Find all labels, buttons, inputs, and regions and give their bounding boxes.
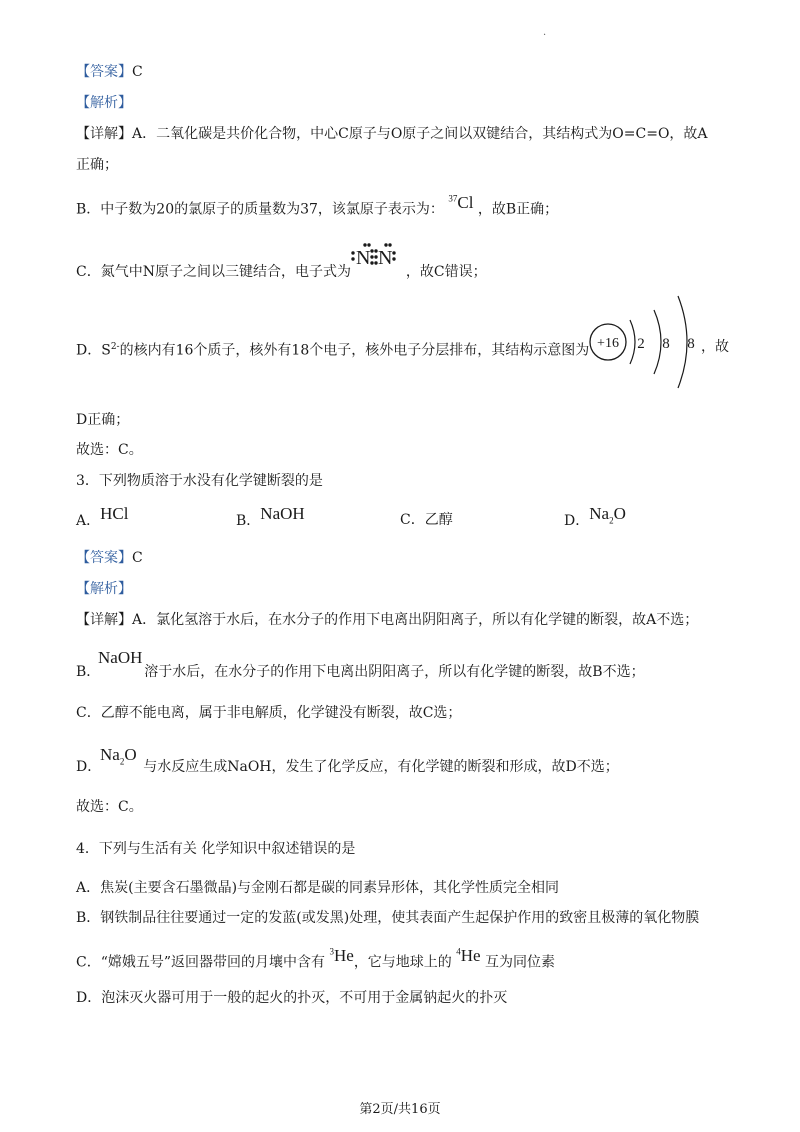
option-text: 乙醇 — [424, 512, 453, 528]
option-letter: C． — [400, 512, 425, 528]
q3-answer — [76, 548, 143, 568]
helium-3-isotope — [329, 946, 353, 965]
option-letter: B． — [236, 513, 261, 529]
formula-tail: O — [124, 745, 137, 764]
option-letter: D． — [564, 513, 590, 529]
q2-detail-c — [76, 256, 487, 282]
detail-d-text: 与水反应生成NaOH，发生了化学反应，有化学键的断裂和形成，故D不选； — [143, 759, 619, 775]
detail-letter: D． — [76, 759, 102, 775]
shell-2-count: 8 — [662, 336, 670, 352]
option-c-text: C．“嫦娥五号”返回器带回的月壤中含有 — [76, 954, 326, 971]
formula-main: Na — [100, 745, 120, 764]
answer-label: 【答案】 — [76, 64, 132, 80]
q2-detail-b — [76, 194, 558, 220]
q2-detail-d-line2: D正确； — [76, 412, 130, 428]
option-c-mid: ，它与地球上的 — [353, 954, 452, 971]
option-c-end: 互为同位素 — [485, 954, 556, 971]
answer-label: 【答案】 — [76, 550, 132, 566]
q3-detail-c: C．乙醇不能电离，属于非电解质，化学键没有断裂，故C选； — [76, 705, 462, 721]
detail-b-text: B．中子数为20的氯原子的质量数为37，该氯原子表示为： — [76, 201, 444, 218]
he-symbol: He — [333, 945, 354, 965]
formula-tail: O — [613, 504, 626, 523]
formula-subscript: 2 — [609, 515, 614, 526]
page-footer: 第2页/共16页 — [359, 1102, 441, 1117]
q3-option-a — [76, 504, 129, 531]
nucleus-label: +16 — [597, 336, 619, 351]
na2o-formula — [100, 745, 137, 771]
q3-detail-b — [76, 662, 645, 682]
formula-subscript: 2 — [119, 756, 125, 767]
q2-detail-d — [76, 337, 589, 361]
answer-value: C — [132, 550, 143, 566]
chlorine-isotope — [448, 193, 473, 212]
q3-option-c — [400, 510, 453, 530]
detail-d-mid: 的核内有16个质子，核外有18个电子，核外电子分层排布，其结构示意图为 — [119, 342, 590, 359]
q2-detail-a-line1: 【详解】A．二氧化碳是共价化合物，中心C原子与O原子之间以双键结合，其结构式为O=C=O，故A — [76, 126, 708, 142]
q4-option-a: A．焦炭(主要含石墨微晶)与金刚石都是碳的同素异形体，其化学性质完全相同 — [76, 880, 560, 896]
q2-conclusion: 故选：C。 — [76, 442, 143, 458]
nitrogen-electron-formula — [350, 242, 400, 272]
q3-conclusion: 故选：C。 — [76, 799, 143, 815]
q4-option-d: D．泡沫灭火器可用于一般的起火的扑灭，不可用于金属钠起火的扑灭 — [76, 990, 508, 1006]
q4-option-c — [76, 947, 555, 973]
q3-stem: 3．下列物质溶于水没有化学键断裂的是 — [76, 473, 323, 489]
q4-stem: 4．下列与生活有关 化学知识中叙述错误的是 — [76, 841, 356, 857]
svg-text:N: N — [378, 247, 393, 269]
helium-4-isotope — [456, 946, 480, 965]
he3-mass-number: 3 — [329, 946, 334, 956]
detail-b-end: ，故B正确； — [477, 201, 559, 218]
q3-analysis-label: 【解析】 — [76, 581, 132, 597]
q4-option-b: B．钢铁制品往往要通过一定的发蓝(或发黑)处理，使其表面产生起保护作用的致密且极薄的氧化物膜 — [76, 910, 700, 926]
sulfide-ion-structure-diagram — [588, 292, 698, 392]
he-symbol: He — [460, 945, 481, 965]
he4-mass-number: 4 — [456, 946, 461, 956]
answer-value: C — [132, 64, 143, 80]
q3-option-d — [564, 504, 626, 536]
detail-c-end: ，故C错误； — [405, 264, 487, 280]
q2-detail-a-line2: 正确； — [76, 157, 118, 173]
option-formula: NaOH — [260, 504, 305, 523]
sulfide-charge: 2- — [110, 342, 120, 352]
cl-symbol: Cl — [457, 192, 474, 212]
shell-1-count: 2 — [637, 336, 645, 352]
shell-3-count: 8 — [687, 336, 695, 352]
q3-detail-a: 【详解】A．氯化氢溶于水后，在水分子的作用下电离出阴阳离子，所以有化学键的断裂，故A不选； — [76, 612, 699, 628]
detail-d-end: ，故 — [701, 339, 729, 355]
page-mark: · — [543, 30, 547, 41]
cl-mass-number: 37 — [448, 193, 458, 203]
svg-text:N: N — [356, 247, 371, 269]
q3-detail-d — [76, 757, 619, 777]
option-letter: A． — [76, 513, 101, 529]
q2-analysis-label: 【解析】 — [76, 95, 132, 111]
q3-option-b — [236, 504, 305, 531]
detail-b-text: 溶于水后，在水分子的作用下电离出阴阳离子，所以有化学键的断裂，故B不选； — [144, 664, 645, 680]
detail-letter: B． — [76, 664, 101, 680]
option-formula — [589, 504, 626, 526]
detail-d-text: D．S — [76, 342, 111, 359]
formula-main: Na — [589, 504, 610, 523]
detail-c-text: C．氮气中N原子之间以三键结合，电子式为 — [76, 264, 351, 280]
q2-answer — [76, 62, 143, 82]
naoh-formula: NaOH — [98, 648, 143, 667]
option-formula: HCl — [100, 504, 129, 523]
